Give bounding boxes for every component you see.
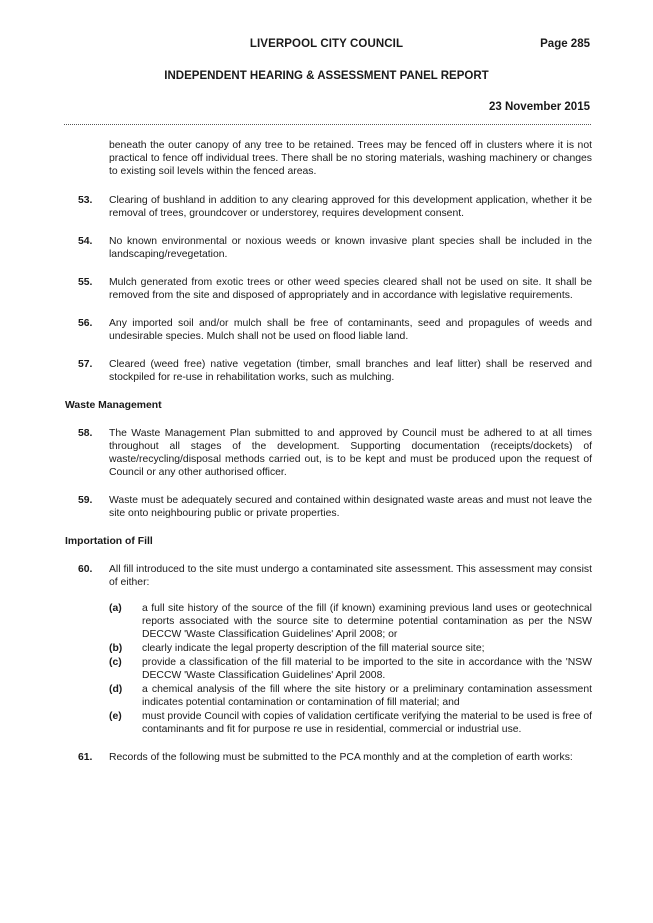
condition-body [109,563,592,736]
condition-55 [78,276,592,302]
condition-text: Any imported soil and/or mulch shall be free of contaminants, seed and propagules of weeds and undesirable species. Mulch shall not be used on flood liable land. [109,318,592,342]
condition-text: Cleared (weed free) native vegetation (timber, small branches and leaf litter) shall be reserved and stockpiled for re-use in rehabilitation works, such as mulching. [109,359,592,383]
condition-text: The Waste Management Plan submitted to and approved by Council must be adhered to at all times throughout all stages of the development. Supporting documentation (receipts/dockets) of waste/recycling/disposal methods carried out, is to be kept and must be produced upon the request of Council or any other authorised officer. [109,428,592,478]
condition-text: Records of the following must be submitted to the PCA monthly and at the completion of earth works: [109,752,573,763]
sub-item-d [109,683,592,709]
header-divider [64,124,591,125]
condition-number: 53. [78,195,93,206]
council-name: LIVERPOOL CITY COUNCIL [249,38,404,50]
report-date: 23 November 2015 [488,101,590,113]
condition-text: No known environmental or noxious weeds or known invasive plant species shall be included in the landscaping/revegetation. [109,236,592,260]
condition-61 [78,751,592,764]
condition-number: 56. [78,318,93,329]
condition-text: All fill introduced to the site must undergo a contaminated site assessment. This assessment may consist of either: [109,564,592,588]
condition-number: 61. [78,752,93,763]
condition-60 [78,563,592,736]
report-title: INDEPENDENT HEARING & ASSESSMENT PANEL REPORT [164,70,489,82]
condition-text: Clearing of bushland in addition to any clearing approved for this development application, whether it be removal of trees, groundcover or understorey, requires development consent. [109,195,592,219]
page-number: Page 285 [540,38,590,50]
sub-item-letter: (e) [109,711,122,722]
sub-item-b [109,642,592,655]
sub-item-e [109,710,592,736]
condition-59 [78,494,592,520]
section-heading-fill: Importation of Fill [65,536,153,547]
condition-54 [78,235,592,261]
condition-53 [78,194,592,220]
condition-number: 59. [78,495,93,506]
sub-item-letter: (b) [109,643,123,654]
sub-item-letter: (c) [109,657,122,668]
condition-text: Waste must be adequately secured and contained within designated waste areas and must not leave the site onto neighbouring public or private properties. [109,495,592,519]
sub-item-letter: (a) [109,603,122,614]
continuation-paragraph: beneath the outer canopy of any tree to be retained. Trees may be fenced off in clusters where it is not practical to fence off individual trees. There shall be no storing materials, washing machinery or changes to existing soil levels within the fenced areas. [109,140,592,177]
sub-item-a [109,602,592,641]
sub-item-letter: (d) [109,684,123,695]
sub-item-text: a chemical analysis of the fill where the site history or a preliminary contamination assessment indicates potential contamination or contamination of fill material; and [142,684,592,708]
sub-item-c [109,656,592,682]
condition-57 [78,358,592,384]
condition-number: 54. [78,236,93,247]
condition-text: Mulch generated from exotic trees or other weed species cleared shall not be used on site. It shall be removed from the site and disposed of appropriately and in accordance with legislative requirements. [109,277,592,301]
condition-number: 58. [78,428,93,439]
condition-number: 60. [78,564,93,575]
document-body [65,139,592,779]
condition-58 [78,427,592,479]
condition-number: 55. [78,277,93,288]
sub-item-text: a full site history of the source of the fill (if known) examining previous land uses or geotechnical reports associated with the source site to determine potential contamination as per the NSW DECCW 'Waste Classification Guidelines' April 2008; or [142,603,592,640]
sub-item-text: provide a classification of the fill material to be imported to the site in accordance with the 'NSW DECCW 'Waste Classification Guidelines' April 2008. [142,657,592,681]
condition-number: 57. [78,359,93,370]
section-heading-waste: Waste Management [65,400,162,411]
condition-56 [78,317,592,343]
sub-item-list [109,602,592,736]
sub-item-text: must provide Council with copies of validation certificate verifying the material to be used is free of contaminants and fit for purpose re use in residential, commercial or industrial use. [142,711,592,735]
sub-item-text: clearly indicate the legal property description of the fill material source site; [142,643,485,654]
